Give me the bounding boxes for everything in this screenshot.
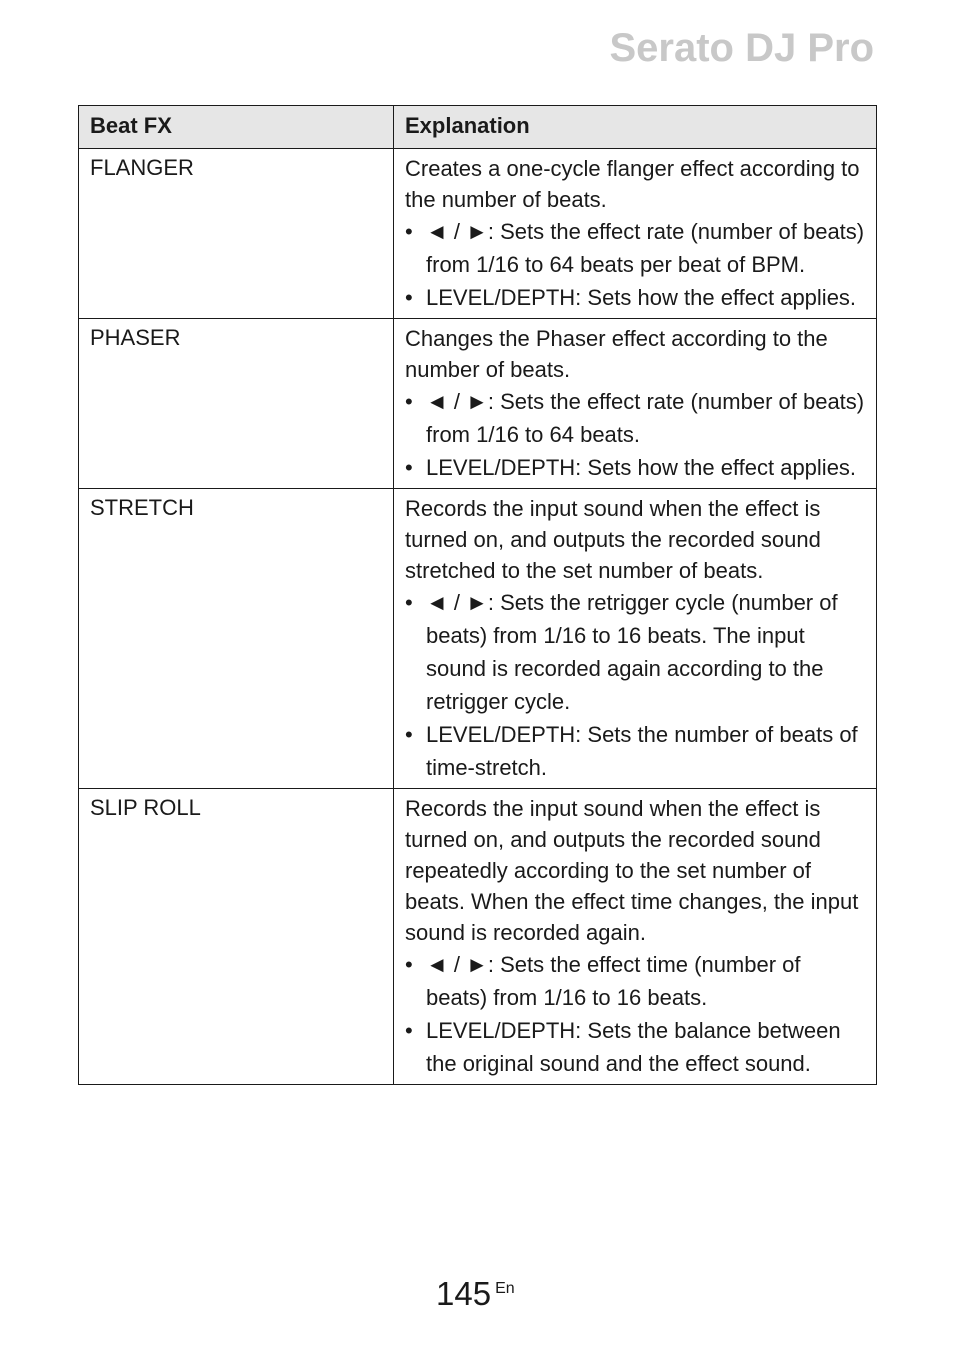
- fx-bullet-item: • LEVEL/DEPTH: Sets how the effect applies.: [405, 281, 866, 314]
- column-header-explanation: Explanation: [394, 106, 877, 149]
- column-header-beat-fx: Beat FX: [79, 106, 394, 149]
- fx-description: Creates a one-cycle flanger effect according to the number of beats.: [405, 156, 860, 212]
- beat-fx-table: [78, 105, 877, 1085]
- fx-bullet-item: • LEVEL/DEPTH: Sets the balance between the original sound and the effect sound.: [405, 1014, 866, 1080]
- page-number: [436, 1275, 515, 1313]
- fx-name-cell: FLANGER: [79, 149, 394, 319]
- fx-bullet-list: [405, 215, 866, 314]
- fx-bullet-list: [405, 586, 866, 784]
- fx-bullet-item: • LEVEL/DEPTH: Sets the number of beats of time-stretch.: [405, 718, 866, 784]
- fx-bullet-item: • LEVEL/DEPTH: Sets how the effect applies.: [405, 451, 866, 484]
- fx-description: Records the input sound when the effect is turned on, and outputs the recorded sound repeatedly according to the set number of beats. When the effect time changes, the input sound is recorded again.: [405, 796, 859, 945]
- fx-bullet-list: [405, 948, 866, 1080]
- fx-name-cell: SLIP ROLL: [79, 789, 394, 1085]
- fx-bullet-item: • ◄ / ►: Sets the effect rate (number of beats) from 1/16 to 64 beats per beat of BPM.: [405, 215, 866, 281]
- fx-description: Records the input sound when the effect is turned on, and outputs the recorded sound stretched to the set number of beats.: [405, 496, 821, 583]
- table-row: [79, 489, 877, 789]
- fx-bullet-item: • ◄ / ►: Sets the effect time (number of beats) from 1/16 to 16 beats.: [405, 948, 866, 1014]
- page-language: En: [495, 1280, 515, 1297]
- fx-bullet-item: • ◄ / ►: Sets the effect rate (number of beats) from 1/16 to 64 beats.: [405, 385, 866, 451]
- table-row: [79, 789, 877, 1085]
- table-row: [79, 149, 877, 319]
- page-number-value: 145: [436, 1275, 492, 1312]
- brand-title: Serato DJ Pro: [609, 26, 874, 70]
- fx-explanation-cell: [394, 489, 877, 789]
- fx-name-cell: PHASER: [79, 319, 394, 489]
- table-header-row: [79, 106, 877, 149]
- table-row: [79, 319, 877, 489]
- fx-description: Changes the Phaser effect according to the number of beats.: [405, 326, 828, 382]
- fx-explanation-cell: [394, 789, 877, 1085]
- fx-name-cell: STRETCH: [79, 489, 394, 789]
- fx-explanation-cell: [394, 149, 877, 319]
- fx-bullet-item: • ◄ / ►: Sets the retrigger cycle (number of beats) from 1/16 to 16 beats. The input sound is recorded again according to the retrigger cycle.: [405, 586, 866, 718]
- fx-explanation-cell: [394, 319, 877, 489]
- fx-bullet-list: [405, 385, 866, 484]
